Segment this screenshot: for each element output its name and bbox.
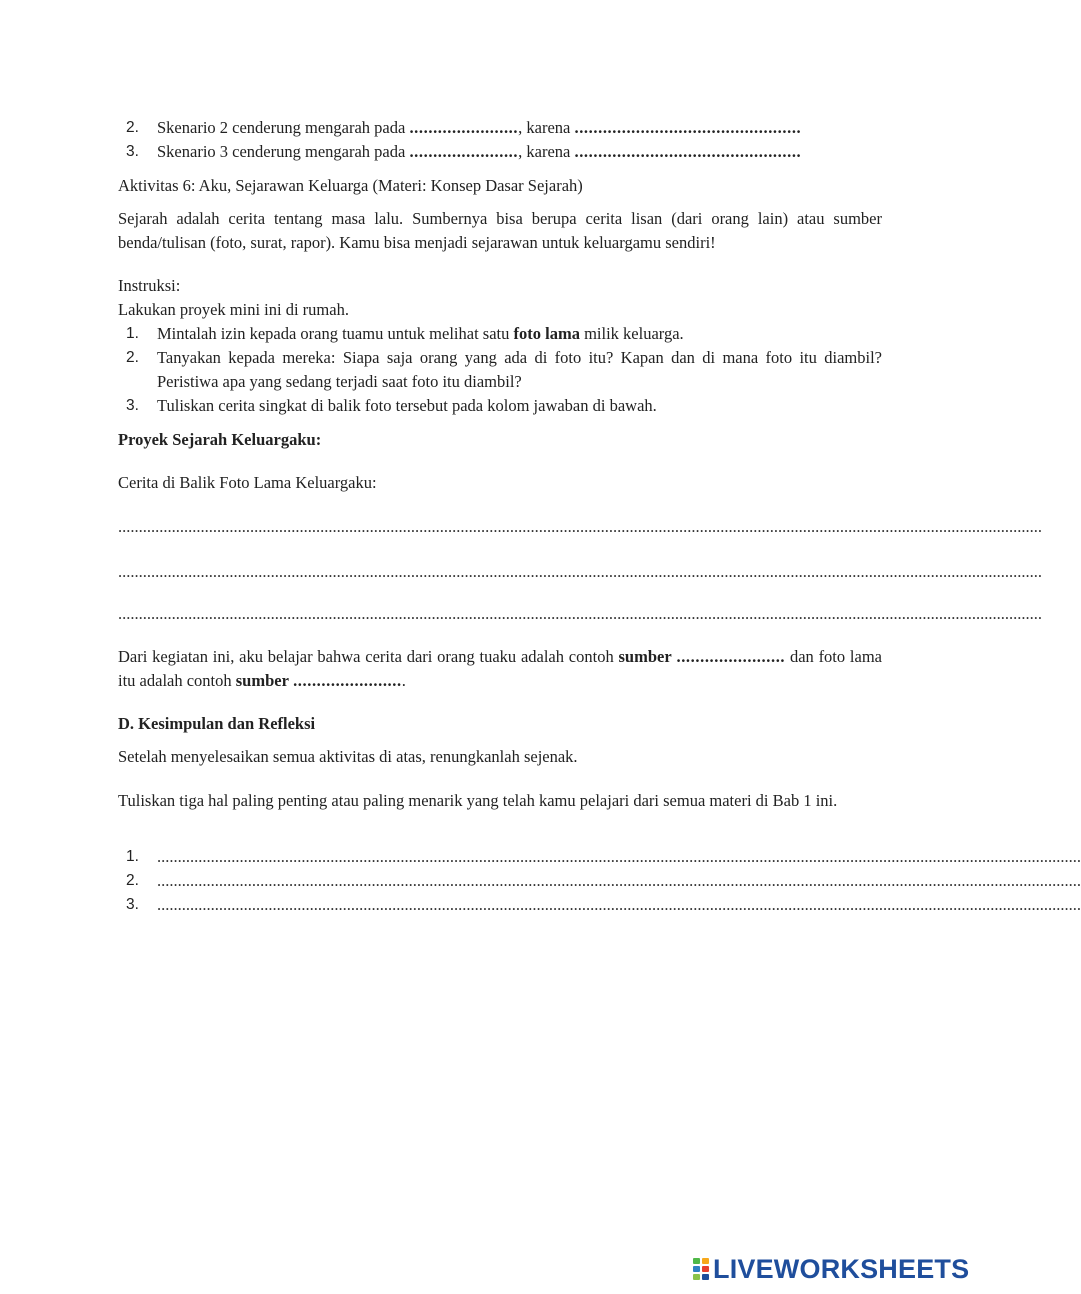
reflection-line-1[interactable]: ................................................................................................................................................................................................................................ xyxy=(157,847,1081,866)
conclusion-blank-2[interactable]: ....................... xyxy=(293,671,402,690)
step-1-after: milik keluarga. xyxy=(579,324,684,343)
conclusion-part-1: Dari kegiatan ini, aku belajar bahwa cerita dari orang tuaku adalah contoh xyxy=(118,647,619,666)
list-number: 1. xyxy=(126,848,139,865)
step-3: Tuliskan cerita singkat di balik foto tersebut pada kolom jawaban di bawah. xyxy=(157,396,657,415)
scenario-2-prefix: Skenario 2 cenderung mengarah pada xyxy=(157,118,410,137)
section-d-intro: Setelah menyelesaikan semua aktivitas di atas, renungkanlah sejenak. xyxy=(118,747,578,766)
answer-line-3[interactable]: ................................................................................................................................................................................................................................ xyxy=(118,604,1042,623)
answer-line-1[interactable]: ................................................................................................................................................................................................................................ xyxy=(118,517,1042,536)
activity-6-title: Aktivitas 6: Aku, Sejarawan Keluarga (Materi: Konsep Dasar Sejarah) xyxy=(118,176,583,195)
scenario-3-prefix: Skenario 3 cenderung mengarah pada xyxy=(157,142,410,161)
list-number: 3. xyxy=(126,896,139,913)
conclusion-part-2: dan foto lama itu adalah contoh xyxy=(118,647,882,690)
project-heading: Proyek Sejarah Keluargaku: xyxy=(118,430,322,449)
list-number: 3. xyxy=(126,397,139,414)
conclusion-end: . xyxy=(401,671,406,690)
list-number: 3. xyxy=(126,143,139,160)
section-d-heading: D. Kesimpulan dan Refleksi xyxy=(118,714,316,733)
answer-line-2[interactable]: ................................................................................................................................................................................................................................ xyxy=(118,562,1042,581)
conclusion-blank-1[interactable]: ....................... xyxy=(676,647,786,666)
scenario-3-blank-1[interactable]: ....................... xyxy=(409,142,519,161)
list-number: 2. xyxy=(126,349,139,366)
step-1-before: Mintalah izin kepada orang tuamu untuk melihat satu xyxy=(157,324,514,343)
scenario-2-blank-1[interactable]: ....................... xyxy=(409,118,519,137)
scenario-3-blank-2[interactable]: ................................................ xyxy=(574,142,802,161)
step-2: Tanyakan kepada mereka: Siapa saja orang yang ada di foto itu? Kapan dan di mana foto itu diambil? Peristiwa apa yang sedang terjadi saat foto itu diambil? xyxy=(157,348,882,391)
step-1-bold: foto lama xyxy=(513,324,580,343)
scenario-2-blank-2[interactable]: ................................................ xyxy=(574,118,802,137)
instruction-label: Instruksi: xyxy=(118,276,181,295)
list-number: 2. xyxy=(126,872,139,889)
step-1 xyxy=(157,323,684,345)
list-number: 1. xyxy=(126,325,139,342)
scenario-3-text xyxy=(157,141,801,163)
story-label: Cerita di Balik Foto Lama Keluargaku: xyxy=(118,473,377,492)
scenario-3-middle: , karena xyxy=(518,142,575,161)
section-d-prompt: Tuliskan tiga hal paling penting atau paling menarik yang telah kamu pelajari dari semua materi di Bab 1 ini. xyxy=(118,791,838,810)
instruction-lead: Lakukan proyek mini ini di rumah. xyxy=(118,300,349,319)
conclusion-paragraph xyxy=(118,645,882,693)
scenario-2-text xyxy=(157,117,801,139)
activity-6-intro: Sejarah adalah cerita tentang masa lalu. Sumbernya bisa berupa cerita lisan (dari orang lain) atau sumber benda/tulisan (foto, surat, rapor). Kamu bisa menjadi sejarawan untuk keluargamu sendiri! xyxy=(118,209,882,252)
reflection-line-3[interactable]: ................................................................................................................................................................................................................................ xyxy=(157,895,1081,914)
liveworksheets-logo xyxy=(692,1254,969,1284)
reflection-line-2[interactable]: ................................................................................................................................................................................................................................ xyxy=(157,871,1081,890)
conclusion-bold-1: sumber xyxy=(618,647,672,666)
liveworksheets-logo-icon xyxy=(692,1257,710,1281)
list-number: 2. xyxy=(126,119,139,136)
liveworksheets-logo-text: LIVEWORKSHEETS xyxy=(713,1253,970,1284)
scenario-2-middle: , karena xyxy=(518,118,575,137)
conclusion-bold-2: sumber xyxy=(235,671,289,690)
